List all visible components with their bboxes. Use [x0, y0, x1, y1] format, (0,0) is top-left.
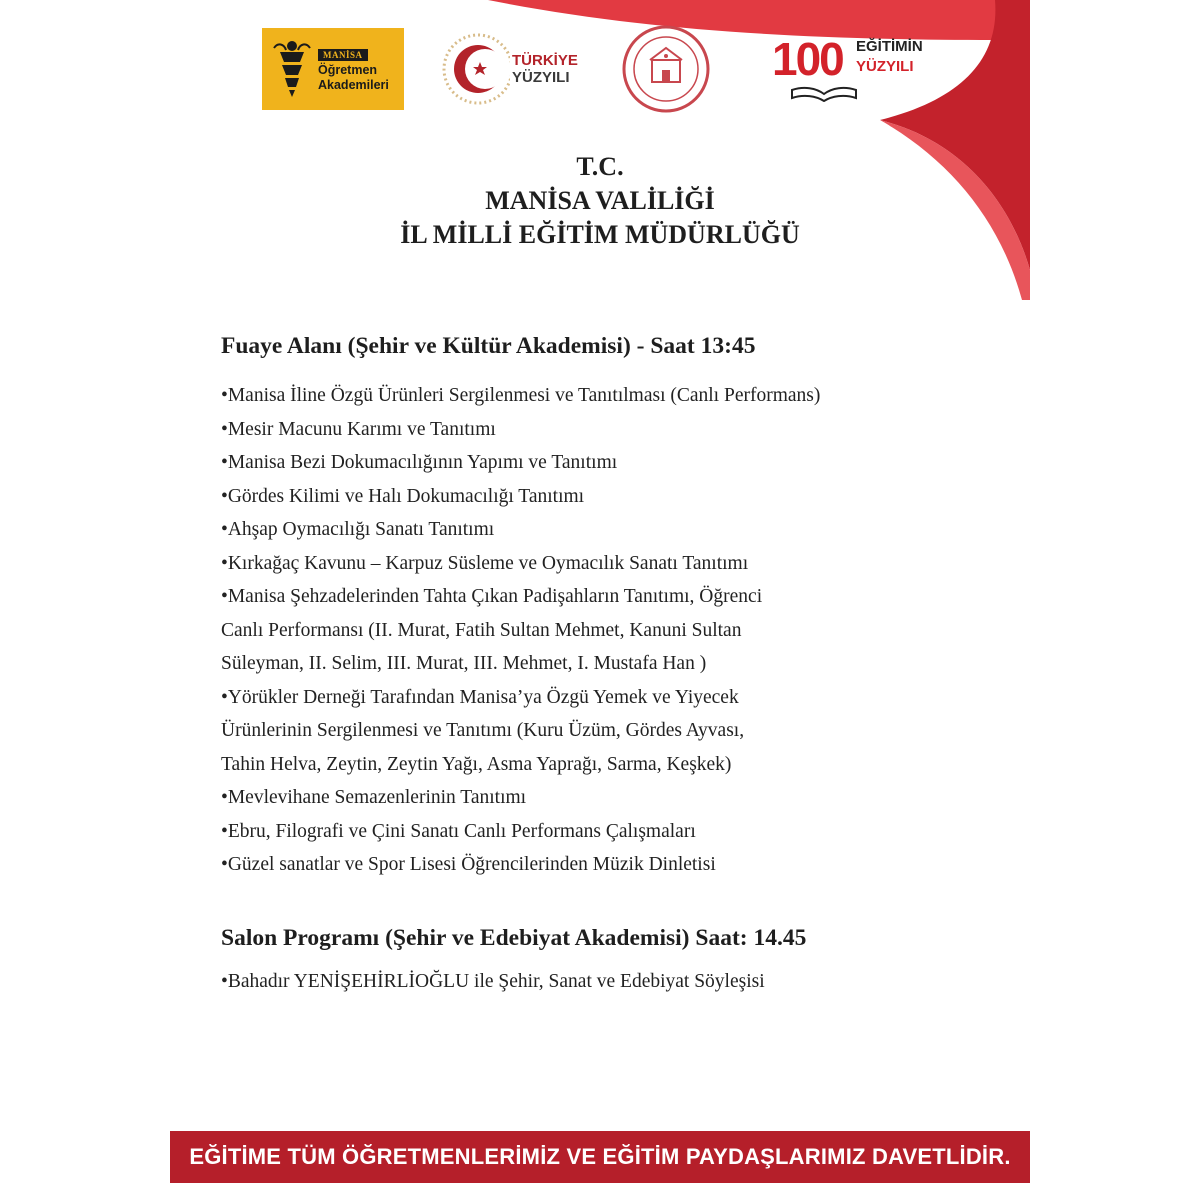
invitation-banner: EĞİTİME TÜM ÖĞRETMENLERİMİZ VE EĞİTİM PAYDAŞLARIMIZ DAVETLİDİR. — [170, 1131, 1030, 1183]
document-title — [170, 150, 1030, 252]
list-item: •Gördes Kilimi ve Halı Dokumacılığı Tanıtımı — [221, 485, 585, 507]
list-item: Süleyman, II. Selim, III. Murat, III. Mehmet, I. Mustafa Han ) — [221, 653, 707, 674]
turkiye-yuzyili-logo — [440, 28, 600, 110]
list-item: •Manisa İline Özgü Ürünleri Sergilenmesi ve Tanıtılması (Canlı Performans) — [221, 385, 821, 406]
list-item: •Bahadır YENİŞEHİRLİOĞLU ile Şehir, Sanat ve Edebiyat Söyleşisi — [221, 971, 765, 992]
list-item: •Kırkağaç Kavunu – Karpuz Süsleme ve Oymacılık Sanatı Tanıtımı — [221, 552, 749, 574]
open-book-icon — [790, 84, 858, 102]
title-line-3: İL MİLLİ EĞİTİM MÜDÜRLÜĞÜ — [400, 220, 800, 249]
ogretmen-line-2: Akademileri — [318, 78, 389, 92]
bee-icon — [270, 38, 314, 100]
list-item: Tahin Helva, Zeytin, Zeytin Yağı, Asma Yaprağı, Sarma, Keşkek) — [221, 753, 732, 775]
egitim-100-number: 100 — [772, 33, 843, 85]
ogretmen-badge: MANİSA — [318, 49, 368, 61]
section1-list — [221, 379, 981, 882]
list-item: Canlı Performansı (II. Murat, Fatih Sultan Mehmet, Kanuni Sultan — [221, 619, 742, 641]
list-item: •Güzel sanatlar ve Spor Lisesi Öğrencilerinden Müzik Dinletisi — [221, 854, 716, 875]
section2-list — [221, 965, 981, 999]
ogretmen-line-1: Öğretmen — [318, 63, 378, 77]
section1-heading: Fuaye Alanı (Şehir ve Kültür Akademisi) - Saat 13:45 — [221, 333, 756, 359]
title-line-2: MANİSA VALİLİĞİ — [485, 186, 715, 215]
list-item: •Yörükler Derneği Tarafından Manisa’ya Özgü Yemek ve Yiyecek — [221, 686, 739, 708]
crescent-star-icon — [440, 29, 510, 109]
yuzyili-text: YÜZYILI — [512, 69, 570, 86]
egitim-yuzyili-text: YÜZYILI — [856, 58, 914, 75]
list-item: •Ebru, Filografi ve Çini Sanatı Canlı Performans Çalışmaları — [221, 820, 696, 842]
list-item: Ürünlerinin Sergilenmesi ve Tanıtımı (Kuru Üzüm, Gördes Ayvası, — [221, 720, 745, 741]
section2-heading: Salon Programı (Şehir ve Edebiyat Akademisi) Saat: 14.45 — [221, 925, 807, 951]
list-item: •Manisa Bezi Dokumacılığının Yapımı ve Tanıtımı — [221, 452, 618, 473]
list-item: •Manisa Şehzadelerinden Tahta Çıkan Padişahların Tanıtımı, Öğrenci — [221, 586, 763, 607]
list-item: •Mesir Macunu Karımı ve Tanıtımı — [221, 418, 496, 440]
ogretmen-akademileri-logo — [262, 28, 404, 110]
title-line-1: T.C. — [576, 152, 624, 181]
egitimin-yuzyili-logo — [772, 34, 952, 104]
turkiye-text: TÜRKİYE — [512, 52, 578, 69]
list-item: •Mevlevihane Semazenlerinin Tanıtımı — [221, 787, 527, 808]
list-item: •Ahşap Oymacılığı Sanatı Tanıtımı — [221, 519, 495, 540]
egitimin-text: EĞİTİMİN — [856, 38, 923, 55]
meb-seal-icon — [620, 24, 712, 114]
